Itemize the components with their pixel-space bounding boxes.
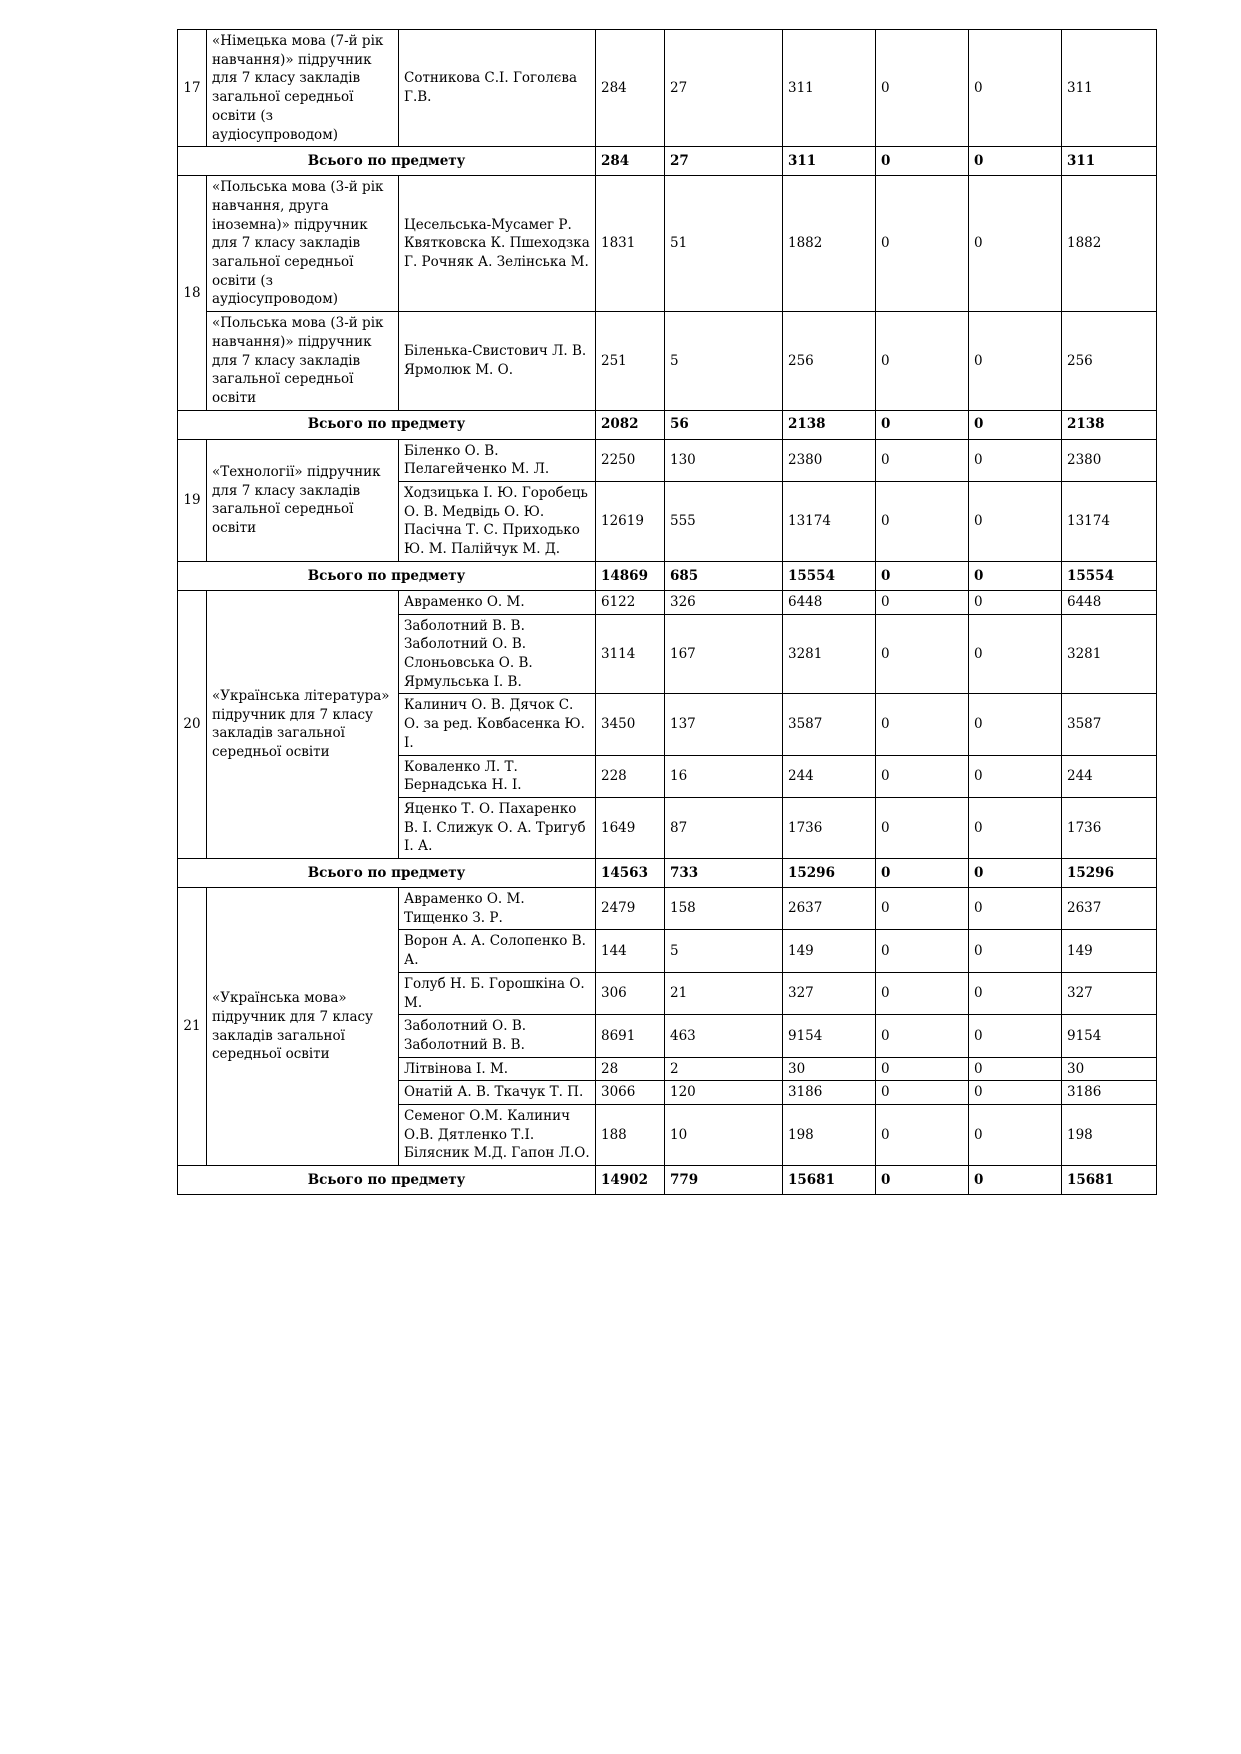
count-col4: 0: [876, 482, 969, 562]
count-col4: 0: [876, 312, 969, 411]
count-col2: 130: [665, 439, 783, 481]
subject-total-row: [178, 859, 1157, 888]
total-count-col2: 733: [665, 859, 783, 888]
authors-cell: Заболотний В. В. Заболотний О. В. Слоньовська О. В. Ярмульська І. В.: [399, 614, 596, 694]
total-count-col6: 15296: [1062, 859, 1157, 888]
authors-cell: Літвінова І. М.: [399, 1057, 596, 1081]
total-count-col5: 0: [969, 561, 1062, 590]
count-col4: 0: [876, 1081, 969, 1105]
count-col2: 21: [665, 972, 783, 1014]
count-col6: 2380: [1062, 439, 1157, 481]
authors-cell: Авраменко О. М. Тищенко З. Р.: [399, 888, 596, 930]
count-col3: 311: [783, 30, 876, 147]
count-col4: 0: [876, 694, 969, 755]
count-col3: 6448: [783, 590, 876, 614]
table-row: [178, 439, 1157, 481]
count-col5: 0: [969, 797, 1062, 858]
count-col1: 28: [596, 1057, 665, 1081]
subject-total-label: Всього по предмету: [178, 561, 596, 590]
count-col3: 2637: [783, 888, 876, 930]
count-col1: 8691: [596, 1015, 665, 1057]
count-col6: 1736: [1062, 797, 1157, 858]
count-col2: 87: [665, 797, 783, 858]
subject-total-row: [178, 147, 1157, 176]
count-col4: 0: [876, 972, 969, 1014]
count-col4: 0: [876, 176, 969, 312]
count-col3: 2380: [783, 439, 876, 481]
count-col6: 327: [1062, 972, 1157, 1014]
count-col1: 3450: [596, 694, 665, 755]
count-col2: 5: [665, 930, 783, 972]
subject-total-row: [178, 561, 1157, 590]
count-col6: 3186: [1062, 1081, 1157, 1105]
total-count-col1: 284: [596, 147, 665, 176]
count-col2: 326: [665, 590, 783, 614]
table-row: [178, 30, 1157, 147]
count-col2: 2: [665, 1057, 783, 1081]
table-row: [178, 176, 1157, 312]
total-count-col2: 779: [665, 1166, 783, 1195]
total-count-col4: 0: [876, 1166, 969, 1195]
subject-total-label: Всього по предмету: [178, 410, 596, 439]
count-col5: 0: [969, 30, 1062, 147]
count-col5: 0: [969, 590, 1062, 614]
count-col2: 51: [665, 176, 783, 312]
count-col2: 10: [665, 1105, 783, 1166]
item-number: 21: [178, 888, 207, 1166]
subject-total-label: Всього по предмету: [178, 1166, 596, 1195]
count-col1: 2479: [596, 888, 665, 930]
count-col1: 228: [596, 755, 665, 797]
total-count-col3: 311: [783, 147, 876, 176]
authors-cell: Ворон А. А. Солопенко В. А.: [399, 930, 596, 972]
total-count-col6: 311: [1062, 147, 1157, 176]
count-col4: 0: [876, 930, 969, 972]
total-count-col6: 15554: [1062, 561, 1157, 590]
textbook-title: «Польська мова (3-й рік навчання)» підручник для 7 класу закладів загальної середньої освіти: [207, 312, 399, 411]
table-row: [178, 590, 1157, 614]
count-col3: 1736: [783, 797, 876, 858]
authors-cell: Цесельська-Мусамег Р. Квятковска К. Пшеходзка Г. Рочняк А. Зелінська М.: [399, 176, 596, 312]
count-col4: 0: [876, 797, 969, 858]
total-count-col1: 14869: [596, 561, 665, 590]
count-col1: 3114: [596, 614, 665, 694]
authors-cell: Голуб Н. Б. Горошкіна О. М.: [399, 972, 596, 1014]
count-col3: 149: [783, 930, 876, 972]
total-count-col2: 56: [665, 410, 783, 439]
textbook-distribution-table: [177, 29, 1157, 1195]
textbook-title: «Німецька мова (7-й рік навчання)» підручник для 7 класу закладів загальної середньої освіти (з аудіосупроводом): [207, 30, 399, 147]
count-col4: 0: [876, 755, 969, 797]
textbook-title: «Українська література» підручник для 7 класу закладів загальної середньої освіти: [207, 590, 399, 858]
count-col2: 167: [665, 614, 783, 694]
count-col5: 0: [969, 888, 1062, 930]
item-number: 17: [178, 30, 207, 147]
count-col3: 30: [783, 1057, 876, 1081]
count-col6: 13174: [1062, 482, 1157, 562]
subject-total-row: [178, 410, 1157, 439]
count-col2: 137: [665, 694, 783, 755]
count-col4: 0: [876, 1015, 969, 1057]
count-col5: 0: [969, 439, 1062, 481]
count-col4: 0: [876, 1057, 969, 1081]
item-number: 19: [178, 439, 207, 561]
item-number: 18: [178, 176, 207, 410]
total-count-col5: 0: [969, 147, 1062, 176]
authors-cell: Заболотний О. В. Заболотний В. В.: [399, 1015, 596, 1057]
table-body: [178, 30, 1157, 1195]
count-col1: 1831: [596, 176, 665, 312]
count-col2: 463: [665, 1015, 783, 1057]
count-col1: 6122: [596, 590, 665, 614]
count-col3: 3281: [783, 614, 876, 694]
total-count-col6: 2138: [1062, 410, 1157, 439]
count-col1: 188: [596, 1105, 665, 1166]
count-col5: 0: [969, 1057, 1062, 1081]
total-count-col2: 685: [665, 561, 783, 590]
total-count-col1: 14563: [596, 859, 665, 888]
total-count-col5: 0: [969, 859, 1062, 888]
count-col6: 198: [1062, 1105, 1157, 1166]
total-count-col5: 0: [969, 410, 1062, 439]
count-col5: 0: [969, 1015, 1062, 1057]
count-col5: 0: [969, 176, 1062, 312]
count-col6: 30: [1062, 1057, 1157, 1081]
count-col3: 256: [783, 312, 876, 411]
count-col6: 2637: [1062, 888, 1157, 930]
authors-cell: Біленко О. В. Пелагейченко М. Л.: [399, 439, 596, 481]
count-col4: 0: [876, 590, 969, 614]
count-col6: 9154: [1062, 1015, 1157, 1057]
count-col4: 0: [876, 30, 969, 147]
count-col5: 0: [969, 930, 1062, 972]
authors-cell: Онатій А. В. Ткачук Т. П.: [399, 1081, 596, 1105]
total-count-col5: 0: [969, 1166, 1062, 1195]
count-col2: 158: [665, 888, 783, 930]
total-count-col1: 2082: [596, 410, 665, 439]
count-col1: 144: [596, 930, 665, 972]
table-row: [178, 312, 1157, 411]
count-col2: 5: [665, 312, 783, 411]
count-col6: 244: [1062, 755, 1157, 797]
count-col3: 198: [783, 1105, 876, 1166]
total-count-col6: 15681: [1062, 1166, 1157, 1195]
authors-cell: Коваленко Л. Т. Бернадська Н. І.: [399, 755, 596, 797]
textbook-title: «Польська мова (3-й рік навчання, друга іноземна)» підручник для 7 класу закладів загальної середньої освіти (з аудіосупроводом): [207, 176, 399, 312]
count-col1: 251: [596, 312, 665, 411]
subject-total-row: [178, 1166, 1157, 1195]
textbook-title: «Технології» підручник для 7 класу закладів загальної середньої освіти: [207, 439, 399, 561]
count-col1: 1649: [596, 797, 665, 858]
count-col4: 0: [876, 439, 969, 481]
count-col5: 0: [969, 972, 1062, 1014]
count-col5: 0: [969, 755, 1062, 797]
count-col6: 1882: [1062, 176, 1157, 312]
count-col1: 2250: [596, 439, 665, 481]
count-col2: 16: [665, 755, 783, 797]
authors-cell: Авраменко О. М.: [399, 590, 596, 614]
authors-cell: Яценко Т. О. Пахаренко В. І. Слижук О. А. Тригуб І. А.: [399, 797, 596, 858]
count-col2: 120: [665, 1081, 783, 1105]
total-count-col3: 2138: [783, 410, 876, 439]
total-count-col2: 27: [665, 147, 783, 176]
count-col1: 284: [596, 30, 665, 147]
count-col3: 1882: [783, 176, 876, 312]
authors-cell: Ходзицька І. Ю. Горобець О. В. Медвідь О. Ю. Пасічна Т. С. Приходько Ю. М. Палійчук М. Д.: [399, 482, 596, 562]
total-count-col4: 0: [876, 147, 969, 176]
count-col2: 555: [665, 482, 783, 562]
total-count-col3: 15296: [783, 859, 876, 888]
count-col5: 0: [969, 1105, 1062, 1166]
count-col6: 311: [1062, 30, 1157, 147]
authors-cell: Біленька-Свистович Л. В. Ярмолюк М. О.: [399, 312, 596, 411]
count-col3: 3186: [783, 1081, 876, 1105]
count-col2: 27: [665, 30, 783, 147]
subject-total-label: Всього по предмету: [178, 147, 596, 176]
total-count-col4: 0: [876, 859, 969, 888]
authors-cell: Семеног О.М. Калинич О.В. Дятленко Т.І. Білясник М.Д. Гапон Л.О.: [399, 1105, 596, 1166]
count-col3: 244: [783, 755, 876, 797]
total-count-col3: 15681: [783, 1166, 876, 1195]
count-col5: 0: [969, 482, 1062, 562]
count-col5: 0: [969, 694, 1062, 755]
count-col4: 0: [876, 614, 969, 694]
count-col3: 13174: [783, 482, 876, 562]
count-col3: 3587: [783, 694, 876, 755]
total-count-col4: 0: [876, 410, 969, 439]
total-count-col4: 0: [876, 561, 969, 590]
count-col6: 149: [1062, 930, 1157, 972]
count-col1: 306: [596, 972, 665, 1014]
count-col4: 0: [876, 888, 969, 930]
table-row: [178, 888, 1157, 930]
authors-cell: Калинич О. В. Дячок С. О. за ред. Ковбасенка Ю. І.: [399, 694, 596, 755]
subject-total-label: Всього по предмету: [178, 859, 596, 888]
count-col6: 6448: [1062, 590, 1157, 614]
total-count-col1: 14902: [596, 1166, 665, 1195]
item-number: 20: [178, 590, 207, 858]
count-col1: 12619: [596, 482, 665, 562]
count-col1: 3066: [596, 1081, 665, 1105]
count-col6: 256: [1062, 312, 1157, 411]
authors-cell: Сотникова С.І. Гоголєва Г.В.: [399, 30, 596, 147]
count-col4: 0: [876, 1105, 969, 1166]
textbook-title: «Українська мова» підручник для 7 класу закладів загальної середньої освіти: [207, 888, 399, 1166]
count-col3: 9154: [783, 1015, 876, 1057]
count-col3: 327: [783, 972, 876, 1014]
count-col6: 3281: [1062, 614, 1157, 694]
count-col5: 0: [969, 312, 1062, 411]
count-col5: 0: [969, 1081, 1062, 1105]
count-col5: 0: [969, 614, 1062, 694]
total-count-col3: 15554: [783, 561, 876, 590]
count-col6: 3587: [1062, 694, 1157, 755]
